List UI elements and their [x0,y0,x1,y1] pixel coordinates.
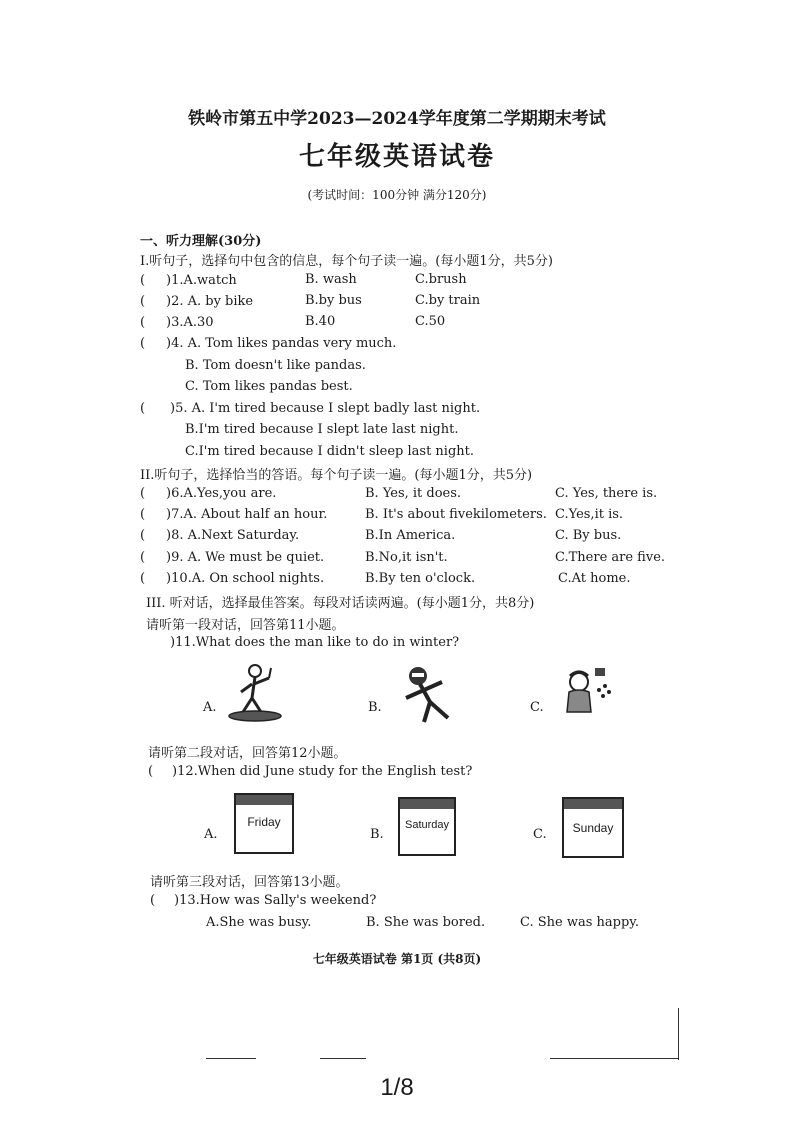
q11-option-b-letter: B. [368,700,382,715]
q3-option-c: C.50 [415,314,446,329]
q9-option-a: )9. A. We must be quiet. [166,550,325,565]
q10-option-c: C.At home. [558,571,631,586]
question-paren: ( [140,315,146,330]
q11-option-a-letter: A. [203,700,217,715]
scan-mark [320,1058,366,1059]
scan-mark [678,1008,679,1060]
paper-title: 七年级英语试卷 [298,142,495,172]
snowboarding-picture [225,660,287,732]
calendar-sunday-label: Sunday [572,821,614,835]
q12-question: )12.When did June study for the English test? [172,764,473,779]
q1-option-a: )1.A.watch [166,273,237,288]
q3-option-b: B.40 [305,314,336,329]
dialog3-instruction: 请听第三段对话，回答第13小题。 [150,875,349,890]
question-paren: ( [140,486,146,501]
q13-option-c: C. She was happy. [520,915,640,930]
calendar-friday-label: Friday [247,815,281,829]
q6-option-c: C. Yes, there is. [555,486,658,501]
q12-option-b-letter: B. [370,827,384,842]
skating-picture [398,662,460,734]
q7-option-c: C.Yes,it is. [555,507,624,522]
school-exam-title: 铁岭市第五中学2023—2024学年度第二学期期末考试 [188,109,606,129]
q3-option-a: )3.A.30 [166,315,214,330]
q6-option-a: )6.A.Yes,you are. [166,486,277,501]
q4-option-c: C. Tom likes pandas best. [185,379,353,394]
calendar-sunday [562,797,624,858]
question-paren: ( [140,550,146,565]
q12-option-c-letter: C. [533,827,547,842]
page-number: 1/8 [380,1074,414,1101]
q9-option-c: C.There are five. [555,550,666,565]
q13-question: )13.How was Sally's weekend? [174,893,377,908]
q4-option-b: B. Tom doesn't like pandas. [185,358,366,373]
question-paren: ( [140,273,146,288]
q11-option-c-letter: C. [530,700,544,715]
q1-option-c: C.brush [415,272,467,287]
question-paren: ( [140,507,146,522]
snowball-picture [555,662,617,724]
q12-option-a-letter: A. [204,827,218,842]
page-footer: 七年级英语试卷 第1页 (共8页) [312,952,482,966]
part1-instruction: I.听句子，选择句中包含的信息，每个句子读一遍。(每小题1分，共5分) [140,254,553,269]
q13-option-a: A.She was busy. [206,915,312,930]
q2-option-c: C.by train [415,293,481,308]
q4-option-a: )4. A. Tom likes pandas very much. [166,336,397,351]
scan-mark [206,1058,256,1059]
part2-instruction: II.听句子，选择恰当的答语。每个句子读一遍。(每小题1分，共5分) [140,468,533,483]
section-title: 一、听力理解(30分) [140,234,262,249]
q13-option-b: B. She was bored. [366,915,486,930]
scan-mark [550,1058,678,1059]
calendar-saturday [398,797,456,856]
q11-question: )11.What does the man like to do in winter? [170,635,460,650]
question-paren: ( [150,893,156,908]
q2-option-b: B.by bus [305,293,362,308]
q2-option-a: )2. A. by bike [166,294,254,309]
part3-instruction: III. 听对话，选择最佳答案。每段对话读两遍。(每小题1分，共8分) [146,596,535,611]
calendar-saturday-label: Saturday [404,819,450,831]
question-paren: ( [148,764,154,779]
q9-option-b: B.No,it isn't. [365,550,448,565]
question-paren: ( [140,401,146,416]
question-paren: ( [140,294,146,309]
question-paren: ( [140,571,146,586]
q8-option-b: B.In America. [365,528,456,543]
q5-option-a: )5. A. I'm tired because I slept badly last night. [170,401,481,416]
q6-option-b: B. Yes, it does. [365,486,462,501]
q5-option-c: C.I'm tired because I didn't sleep last night. [185,444,475,459]
q8-option-c: C. By bus. [555,528,622,543]
q8-option-a: )8. A.Next Saturday. [166,528,300,543]
calendar-friday [234,793,294,854]
q10-option-b: B.By ten o'clock. [365,571,476,586]
q7-option-a: )7.A. About half an hour. [166,507,328,522]
exam-info: (考试时间：100分钟 满分120分) [307,188,487,202]
q7-option-b: B. It's about fivekilometers. [365,507,547,522]
question-paren: ( [140,336,146,351]
q5-option-b: B.I'm tired because I slept late last night. [185,422,459,437]
q10-option-a: )10.A. On school nights. [166,571,325,586]
dialog2-instruction: 请听第二段对话，回答第12小题。 [148,746,347,761]
q1-option-b: B. wash [305,272,357,287]
dialog1-instruction: 请听第一段对话，回答第11小题。 [146,618,345,633]
question-paren: ( [140,528,146,543]
